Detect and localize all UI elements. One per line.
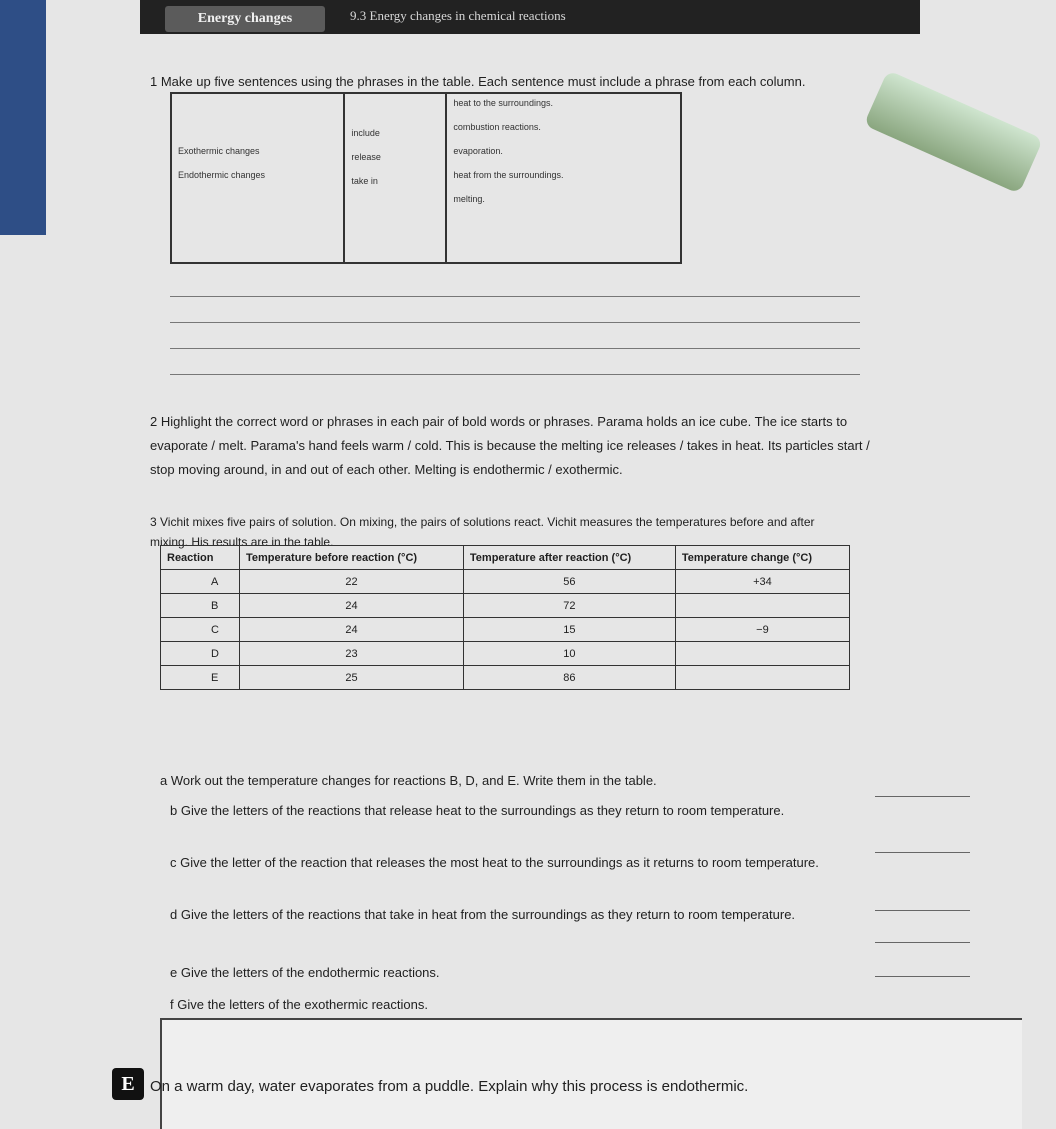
- answer-line[interactable]: [170, 374, 860, 375]
- question-3a: a Work out the temperature changes for reactions B, D, and E. Write them in the table.: [160, 773, 657, 788]
- cell: E: [161, 666, 240, 690]
- cell: 22: [240, 570, 464, 594]
- phrase-column-3: [446, 93, 681, 263]
- phrase: evaporation.: [453, 146, 503, 156]
- cell: D: [161, 642, 240, 666]
- cell: 10: [463, 642, 675, 666]
- answer-cell[interactable]: [675, 594, 849, 618]
- phrase: combustion reactions.: [453, 122, 541, 132]
- phrase: heat from the surroundings.: [453, 170, 564, 180]
- cell: 24: [240, 618, 464, 642]
- answer-cell[interactable]: [675, 642, 849, 666]
- cell: B: [161, 594, 240, 618]
- question-3b: b Give the letters of the reactions that release heat to the surroundings as they return to room temperature.: [170, 803, 785, 818]
- blue-page-edge: [0, 0, 46, 235]
- answer-line[interactable]: [170, 348, 860, 349]
- answer-line[interactable]: [875, 942, 970, 943]
- answer-cell[interactable]: [675, 666, 849, 690]
- highlighter-pen: [864, 70, 1044, 194]
- phrase: Exothermic changes: [178, 146, 260, 156]
- extension-question: On a warm day, water evaporates from a puddle. Explain why this process is endothermic.: [150, 1078, 749, 1095]
- chapter-chip: Energy changes: [165, 6, 325, 32]
- table-row: [161, 594, 850, 618]
- cell: 72: [463, 594, 675, 618]
- results-table: [160, 545, 850, 690]
- question-2: 2 Highlight the correct word or phrases in each pair of bold words or phrases. Parama holds an ice cube. The ice starts to evaporate / melt. Parama's hand feels warm / cold. This is because the melting ice releases / takes in heat. Its particles start / stop moving around, in and out of each other. Melting is endothermic / exothermic.: [150, 414, 870, 477]
- table-row: [161, 666, 850, 690]
- table-row: [161, 570, 850, 594]
- answer-line[interactable]: [170, 322, 860, 323]
- question-3d: d Give the letters of the reactions that take in heat from the surroundings as they return to room temperature.: [170, 907, 796, 922]
- phrase: Endothermic changes: [178, 170, 266, 180]
- phrase-column-1: [171, 93, 344, 263]
- cell: 25: [240, 666, 464, 690]
- cell: 15: [463, 618, 675, 642]
- question-3e: e Give the letters of the endothermic reactions.: [170, 965, 440, 980]
- table-row: [161, 642, 850, 666]
- answer-line[interactable]: [170, 296, 860, 297]
- answer-line[interactable]: [875, 796, 970, 797]
- cell: 56: [463, 570, 675, 594]
- column-header: Temperature change (°C): [675, 546, 849, 570]
- header-title: 9.3 Energy changes in chemical reactions: [350, 8, 566, 23]
- phrase: take in: [351, 176, 378, 186]
- extension-badge: E: [112, 1068, 144, 1100]
- question-1: 1 Make up five sentences using the phrases in the table. Each sentence must include a phrase from each column.: [150, 74, 806, 89]
- question-3c: c Give the letter of the reaction that releases the most heat to the surroundings as it returns to room temperature.: [170, 855, 819, 870]
- phrase-table: [170, 92, 682, 264]
- extension-box: [160, 1018, 1022, 1129]
- answer-line[interactable]: [875, 852, 970, 853]
- question-3: 3 Vichit mixes five pairs of solution. On mixing, the pairs of solutions react. Vichit measures the temperatures before and after mixing. His results are in the table.: [150, 515, 815, 549]
- answer-line[interactable]: [875, 910, 970, 911]
- answer-line[interactable]: [875, 976, 970, 977]
- cell: C: [161, 618, 240, 642]
- cell: −9: [675, 618, 849, 642]
- phrase: release: [351, 152, 381, 162]
- question-3f: f Give the letters of the exothermic reactions.: [170, 997, 428, 1012]
- phrase: include: [351, 128, 380, 138]
- phrase: heat to the surroundings.: [453, 98, 553, 108]
- cell: +34: [675, 570, 849, 594]
- column-header: Temperature before reaction (°C): [240, 546, 464, 570]
- phrase-column-2: [344, 93, 446, 263]
- cell: 23: [240, 642, 464, 666]
- table-row: [161, 618, 850, 642]
- cell: A: [161, 570, 240, 594]
- column-header: Temperature after reaction (°C): [463, 546, 675, 570]
- cell: 24: [240, 594, 464, 618]
- cell: 86: [463, 666, 675, 690]
- phrase: melting.: [453, 194, 485, 204]
- column-header: Reaction: [161, 546, 240, 570]
